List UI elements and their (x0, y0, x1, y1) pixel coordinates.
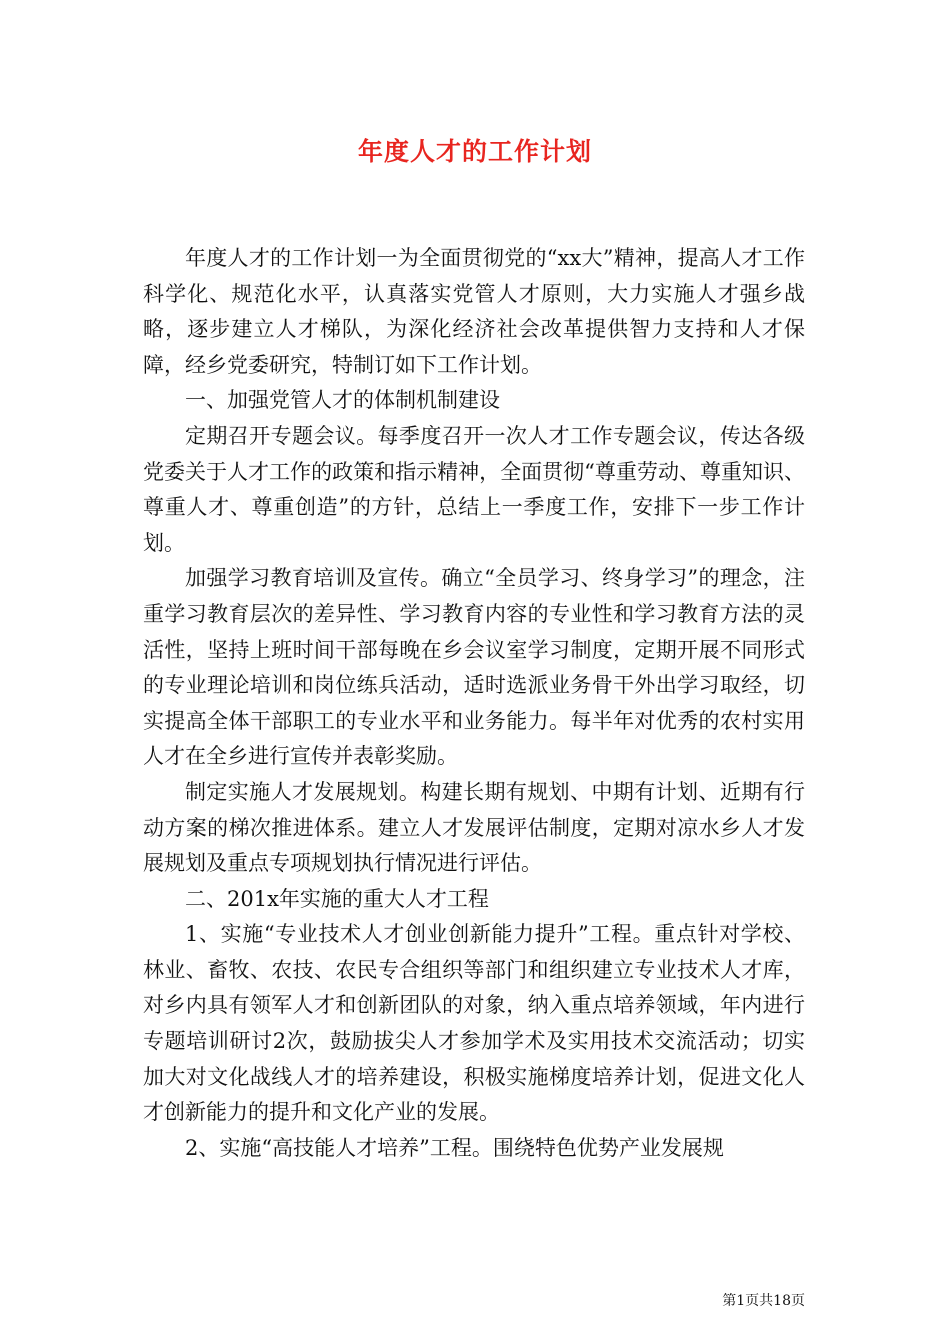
document-title: 年度人才的工作计划 (357, 137, 592, 166)
paragraph-project-2: 2、实施“高技能人才培养”工程。围绕特色优势产业发展规 (185, 1135, 724, 1160)
paragraph-meetings: 定期召开专题会议。每季度召开一次人才工作专题会议，传达各级党委关于人才工作的政策和指示精神，全面贯彻“尊重劳动、尊重知识、尊重人才、尊重创造”的方针，总结上一季度工作，安排下一步工作计划。 (143, 423, 805, 555)
section-heading-2: 二、201x年实施的重大人才工程 (185, 886, 489, 911)
intro-paragraph: 年度人才的工作计划一为全面贯彻党的“xx大”精神，提高人才工作科学化、规范化水平，认真落实党管人才原则，大力实施人才强乡战略，逐步建立人才梯队，为深化经济社会改革提供智力支持和人才保障，经乡党委研究，特制订如下工作计划。 (143, 246, 805, 377)
paragraph-project-1: 1、实施“专业技术人才创业创新能力提升”工程。重点针对学校、林业、畜牧、农技、农民专合组织等部门和组织建立专业技术人才库，对乡内具有领军人才和创新团队的对象，纳入重点培养领域，年内进行专题培训研讨2次，鼓励拔尖人才参加学术及实用技术交流活动；切实加大对文化战线人才的培养建设，积极实施梯度培养计划，促进文化人才创新能力的提升和文化产业的发展。 (143, 922, 805, 1125)
document-body (143, 241, 805, 1166)
paragraph-training: 加强学习教育培训及宣传。确立“全员学习、终身学习”的理念，注重学习教育层次的差异性、学习教育内容的专业性和学习教育方法的灵活性，坚持上班时间干部每晚在乡会议室学习制度，定期开展不同形式的专业理论培训和岗位练兵活动，适时选派业务骨干外出学习取经，切实提高全体干部职工的专业水平和业务能力。每半年对优秀的农村实用人才在全乡进行宣传并表彰奖励。 (143, 566, 805, 769)
page-number-footer: 第1页共18页 (722, 1293, 805, 1309)
section-heading-1: 一、加强党管人才的体制机制建设 (185, 388, 500, 413)
paragraph-planning: 制定实施人才发展规划。构建长期有规划、中期有计划、近期有行动方案的梯次推进体系。建立人才发展评估制度，定期对凉水乡人才发展规划及重点专项规划执行情况进行评估。 (143, 779, 805, 876)
